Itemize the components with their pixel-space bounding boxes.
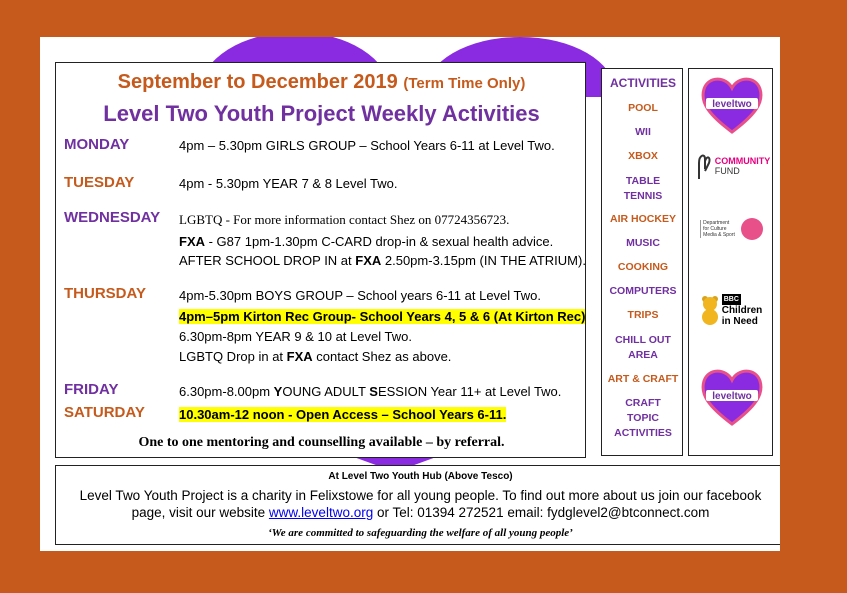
activity-item: COOKING xyxy=(617,261,669,273)
children-in-need-text xyxy=(722,294,763,327)
fxa-label: FXA xyxy=(286,349,313,364)
saturday-open-access-highlight: 10.30am-12 noon - Open Access – School Years 6-11. xyxy=(179,407,507,422)
wednesday-line-2-text: - G87 1pm-1.30pm C-CARD drop-in & sexual health advice. xyxy=(205,234,554,249)
level-two-logo-text: leveltwo xyxy=(711,99,752,110)
community-fund-line-1: COMMUNITY xyxy=(714,156,771,166)
friday-line-1-c: ESSION Year 11+ at Level Two. xyxy=(377,384,562,399)
in-need-label: in Need xyxy=(721,315,758,327)
activity-item: COMPUTERS xyxy=(609,285,677,297)
bbc-label: BBC xyxy=(723,295,739,303)
activity-item: POOL xyxy=(628,102,658,114)
activity-item: XBOX xyxy=(628,150,658,162)
thursday-line-1: 4pm-5.30pm BOYS GROUP – School years 6-11 at Level Two. xyxy=(179,288,542,303)
website-link[interactable]: www.leveltwo.org xyxy=(268,505,374,520)
dcms-badge-icon xyxy=(741,218,763,240)
level-two-logo-bottom xyxy=(689,365,774,427)
title-dates: September to December 2019 xyxy=(117,71,398,93)
footer-line-2-a: page, visit our website xyxy=(131,505,269,520)
activity-item: WII xyxy=(635,126,651,138)
day-tuesday: TUESDAY xyxy=(64,174,135,191)
community-fund-line-2: FUND xyxy=(714,166,740,176)
footer-line-2-b: or Tel: 01394 272521 email: fydglevel2@btconnect.com xyxy=(373,505,710,520)
activity-item: AIR HOCKEY xyxy=(610,213,676,225)
dcms-logo xyxy=(689,209,774,249)
wednesday-line-1: LGBTQ - For more information contact Shez on 07724356723. xyxy=(179,212,510,227)
day-thursday: THURSDAY xyxy=(64,285,146,302)
activity-item: TRIPS xyxy=(627,309,659,321)
activity-item: CHILL OUT AREA xyxy=(615,334,671,361)
footer-box xyxy=(55,465,780,545)
fxa-label: FXA xyxy=(179,234,205,249)
wednesday-line-2 xyxy=(179,234,553,249)
activity-item: MUSIC xyxy=(626,237,660,249)
footer-line-1: Level Two Youth Project is a charity in Felixstowe for all young people. To find out more about us join our facebook xyxy=(79,488,762,503)
dcms-line-3: Media & Sport xyxy=(703,232,735,238)
footer-location: At Level Two Youth Hub (Above Tesco) xyxy=(328,471,513,482)
children-label: Children xyxy=(721,304,763,316)
page-title xyxy=(56,71,587,94)
footer-info xyxy=(56,487,780,521)
children-in-need-logo xyxy=(689,287,774,333)
crossed-fingers-icon xyxy=(693,151,713,181)
safeguarding-statement: ‘We are committed to safeguarding the welfare of all young people’ xyxy=(268,527,573,539)
wednesday-line-3 xyxy=(179,253,586,268)
dcms-line-1: Department xyxy=(703,220,730,226)
friday-line-1 xyxy=(179,384,561,399)
day-saturday: SATURDAY xyxy=(64,404,145,421)
friday-line-1-b: OUNG ADULT xyxy=(282,384,370,399)
thursday-line-4 xyxy=(179,349,451,364)
thursday-line-4-b: contact Shez as above. xyxy=(312,349,452,364)
schedule-box xyxy=(55,62,586,458)
mentoring-note: One to one mentoring and counselling available – by referral. xyxy=(138,435,505,450)
thursday-line-3: 6.30pm-8pm YEAR 9 & 10 at Level Two. xyxy=(179,329,412,344)
title-term-note: (Term Time Only) xyxy=(403,75,526,92)
tuesday-line-1: 4pm - 5.30pm YEAR 7 & 8 Level Two. xyxy=(179,176,398,191)
thursday-kirton-highlight: 4pm–5pm Kirton Rec Group- School Years 4, 5 & 6 (At Kirton Rec) xyxy=(179,309,586,324)
activity-item: TABLE TENNIS xyxy=(623,175,663,202)
footer-line-2 xyxy=(56,504,780,521)
sponsor-logos-box xyxy=(688,68,773,456)
activity-item: CRAFT TOPIC ACTIVITIES xyxy=(614,397,672,439)
thursday-line-4-a: LGBTQ Drop in at xyxy=(179,349,287,364)
dcms-text xyxy=(700,220,735,238)
page-subtitle: Level Two Youth Project Weekly Activities xyxy=(103,101,540,126)
day-monday: MONDAY xyxy=(64,136,130,153)
day-friday: FRIDAY xyxy=(64,381,119,398)
friday-line-1-bold2: S xyxy=(369,384,378,399)
community-fund-text xyxy=(715,156,771,176)
activity-item: ART & CRAFT xyxy=(607,373,679,385)
heart-logo-icon xyxy=(700,74,764,134)
day-wednesday: WEDNESDAY xyxy=(64,209,161,226)
pudsey-bear-icon xyxy=(701,295,719,325)
dcms-line-2: for Culture xyxy=(703,226,727,232)
friday-line-1-bold: Y xyxy=(273,384,283,399)
activities-box xyxy=(601,68,683,456)
monday-line-1: 4pm – 5.30pm GIRLS GROUP – School Years 6-11 at Level Two. xyxy=(179,138,555,153)
friday-line-1-a: 6.30pm-8.00pm xyxy=(179,384,274,399)
activities-title: ACTIVITIES xyxy=(609,76,676,90)
wednesday-line-3-b: 2.50pm-3.15pm (IN THE ATRIUM). xyxy=(381,253,586,268)
level-two-logo-text: leveltwo xyxy=(711,391,752,402)
heart-logo-icon xyxy=(700,366,764,426)
flyer-sheet xyxy=(40,37,780,551)
community-fund-logo xyxy=(689,145,774,187)
fxa-label: FXA xyxy=(355,253,382,268)
wednesday-line-3-a: AFTER SCHOOL DROP IN at xyxy=(179,253,356,268)
level-two-logo-top xyxy=(689,73,774,135)
